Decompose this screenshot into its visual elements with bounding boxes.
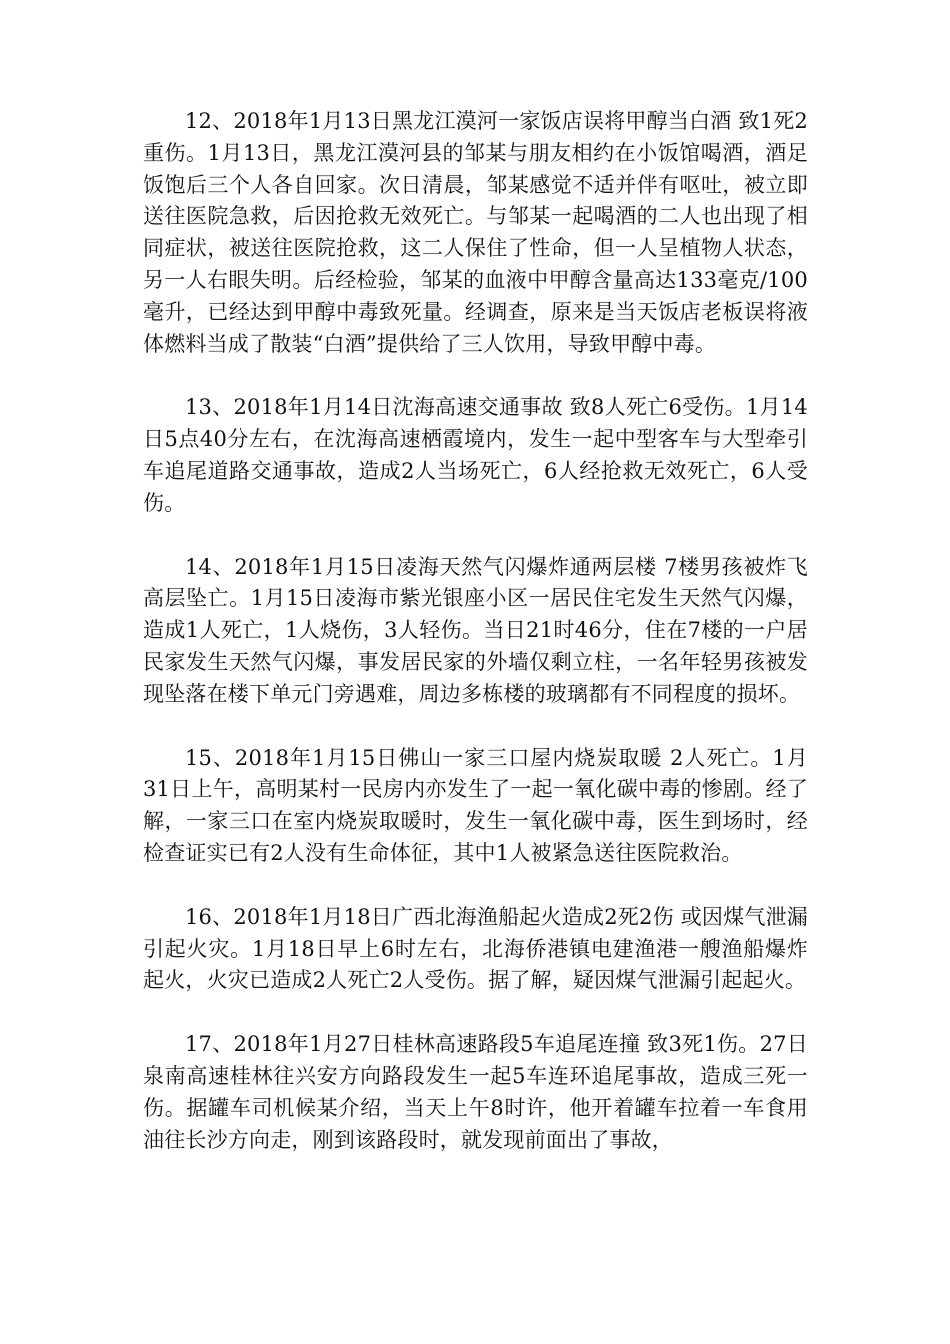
paragraph-13: 13、2018年1月14日沈海高速交通事故 致8人死亡6受伤。1月14日5点40分左右，在沈海高速栖霞境内，发生一起中型客车与大型牵引车追尾道路交通事故，造成2人当场死亡，6人经抢救无效死亡，6人受伤。 bbox=[143, 395, 808, 515]
paragraph-14: 14、2018年1月15日凌海天然气闪爆炸通两层楼 7楼男孩被炸飞高层坠亡。1月15日凌海市紫光银座小区一居民住宅发生天然气闪爆，造成1人死亡，1人烧伤，3人轻伤。当日21时46分，住在7楼的一户居民家发生天然气闪爆，事发居民家的外墙仅剩立柱，一名年轻男孩被发现坠落在楼下单元门旁遇难，周边多栋楼的玻璃都有不同程度的损坏。 bbox=[143, 554, 808, 706]
paragraph-15: 15、2018年1月15日佛山一家三口屋内烧炭取暖 2人死亡。1月31日上午，高明某村一民房内亦发生了一起一氧化碳中毒的惨剧。经了解，一家三口在室内烧炭取暖时，发生一氧化碳中毒，医生到场时，经检查证实已有2人没有生命体征，其中1人被紧急送往医院救治。 bbox=[143, 745, 808, 865]
paragraph-12: 12、2018年1月13日黑龙江漠河一家饭店误将甲醇当白酒 致1死2重伤。1月13日，黑龙江漠河县的邹某与朋友相约在小饭馆喝酒，酒足饭饱后三个人各自回家。次日清晨，邹某感觉不适并伴有呕吐，被立即送往医院急救，后因抢救无效死亡。与邹某一起喝酒的二人也出现了相同症状，被送往医院抢救，这二人保住了性命，但一人呈植物人状态，另一人右眼失明。后经检验，邹某的血液中甲醇含量高达133毫克/100毫升，已经达到甲醇中毒致死量。经调查，原来是当天饭店老板误将液体燃料当成了散装“白酒”提供给了三人饮用，导致甲醇中毒。 bbox=[143, 109, 808, 356]
paragraph-16: 16、2018年1月18日广西北海渔船起火造成2死2伤 或因煤气泄漏引起火灾。1月18日早上6时左右，北海侨港镇电建渔港一艘渔船爆炸起火，火灾已造成2人死亡2人受伤。据了解，疑因煤气泄漏引起起火。 bbox=[143, 904, 808, 993]
paragraph-17: 17、2018年1月27日桂林高速路段5车追尾连撞 致3死1伤。27日泉南高速桂林往兴安方向路段发生一起5车连环追尾事故，造成三死一伤。据罐车司机候某介绍，当天上午8时许，他开着罐车拉着一车食用油往长沙方向走，刚到该路段时，就发现前面出了事故， bbox=[143, 1032, 808, 1152]
document-body bbox=[143, 106, 808, 1188]
